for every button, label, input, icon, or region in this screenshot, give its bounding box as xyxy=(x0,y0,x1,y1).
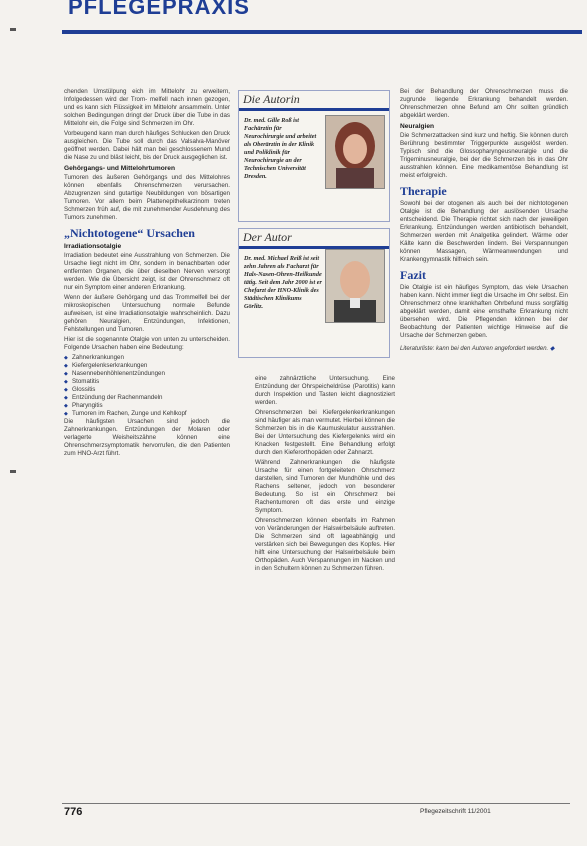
paragraph: Irradiation bedeutet eine Ausstrahlung von Schmerzen. Die Ursache liegt nicht im Ohr, sondern in benachbarten oder entfernten Organen, die über dieselben Nerven versorgt werden. Wie die Übersicht zeigt, ist der Ohrenschmerz oft nur ein Symptom einer anderen Erkrankung. xyxy=(64,252,230,291)
author-bio: Dr. med. Gille Roß ist Fachärztin für Neurochirurgie und arbeitet als Oberärztin in der Klinik und Poliklinik für Neurochirurgie an der Technischen Universität Dresden. xyxy=(244,117,317,180)
list-item: ◆ Kiefergelenkserkrankungen xyxy=(64,362,230,370)
note-text: Literaturliste: kann bei den Autoren angefordert werden. xyxy=(400,346,549,352)
column-right xyxy=(400,88,568,354)
author-bio: Dr. med. Michael Reiß ist seit zehn Jahren als Facharzt für Hals-Nasen-Ohren-Heilkunde tätig. Seit dem Jahr 2000 ist er Chefarzt der HNO-Klinik des Städtischen Klinikums Görlitz. xyxy=(244,255,322,310)
journal-reference: Pflegezeitschrift 11/2001 xyxy=(420,808,491,815)
list-item: ◆ Entzündung der Rachenmandeln xyxy=(64,394,230,402)
list-item: ◆ Tumoren im Rachen, Zunge und Kehlkopf xyxy=(64,410,230,418)
list-item: ◆ Pharyngitis xyxy=(64,402,230,410)
list-item: ◆ Nasennebenhöhlenentzündungen xyxy=(64,370,230,378)
paragraph: Während Zahnerkrankungen die häufigste Ursache für einen fortgeleiteten Ohrschmerz darstellen, sind Tumoren der Mundhöhle und des Rachens seltener, jedoch von besonderer Bedeutung. So ist ein Ohrschmerz bei Rachentumoren oft das erste und einzige Symptom. xyxy=(255,459,395,514)
paragraph: eine zahnärztliche Untersuchung. Eine Entzündung der Ohrspeicheldrüse (Parotitis) kann durch Inspektion und Tasten leicht diagnostiziert werden. xyxy=(255,375,395,406)
cause-list xyxy=(64,354,230,418)
list-item: ◆ Zahnerkrankungen xyxy=(64,354,230,362)
footer-rule xyxy=(62,803,570,804)
column-left xyxy=(64,88,230,460)
paragraph: chenden Umstülpung eich im Mittelohr zu erweitern, Infolgedessen wird der Trom- melfell nach innen gezogen, und es kann sich Flüssigkeit im Mittelohr ansammeln. Unter solchen Bedingungen dringt der Druck über die Tube in das Mittelohr ein, die Folge sind Schmerzen im Ohr. xyxy=(64,88,230,127)
author-box-title: Der Autor xyxy=(239,229,389,249)
literature-note xyxy=(400,346,568,354)
paragraph: Bei der Behandlung der Ohrenschmerzen muss die zugrunde liegende Erkrankung behandelt werden. Ohrenschmerzen ohne Befund am Ohr sollten gründlich abgeklärt werden. xyxy=(400,88,568,119)
margin-mark xyxy=(10,470,16,473)
paragraph: Ohrenschmerzen können ebenfalls im Rahmen von Veränderungen der Halswirbelsäule auftreten. Die Schmerzen sind oft lageabhängig und verstärken sich bei Bewegungen des Kopfes. Hier hilft eine Untersuchung der Halswirbelsäule beim Orthopäden. Auch Verspannungen im Nacken und in den Schultern können zu Schmerzen führen. xyxy=(255,517,395,572)
subheading: Irradiationsotalgie xyxy=(64,243,122,250)
list-item: ◆ Stomatitis xyxy=(64,378,230,386)
paragraph: Ohrenschmerzen bei Kiefergelenkerkrankungen sind häufiger als man vermutet. Hierbei können die Schmerzen bis in die Kaumuskulatur ausstrahlen. Bei der Untersuchung des Kiefergelenks wird ein Knacken festgestellt. Eine Behandlung erfolgt durch den Kieferorthopäden oder Zahnarzt. xyxy=(255,409,395,456)
author-photo-female xyxy=(325,115,385,189)
paragraph: Sowohl bei der otogenen als auch bei der nichtotogenen Otalgie ist die Behandlung der auslösenden Ursache entscheidend. Die Therapie richtet sich nach der jeweiligen Erkrankung. Entzündungen werden antibiotisch behandelt, Schmerzen werden mit Analgetika gelindert. Wärme oder Kälte kann die Beschwerden lindern. Bei Verspannungen können Massagen, Wärmeanwendungen und Krankengymnastik hilfreich sein. xyxy=(400,200,568,263)
paragraph: Tumoren des äußeren Gehörgangs und des Mittelohres können ebenfalls Ohrenschmerzen verursachen. Abzugrenzen sind gutartige Neubildungen von bösartigen Tumoren. Vor allem beim Plattenepithelkarzinom treten Schmerzen früh auf, die mit zunehmender Ausdehnung des Tumors zunehmen. xyxy=(64,174,230,221)
paragraph: Wenn der äußere Gehörgang und das Trommelfell bei der mikroskopischen Untersuchung normale Befunde aufweisen, ist eine Irradiationsotalgie wahrscheinlich. Dazu gehören Neuralgien, Entzündungen, Infektionen, Fehlstellungen und Tumoren. xyxy=(64,294,230,333)
subheading: Gehörgangs- und Mittelohrtumoren xyxy=(64,165,175,172)
section-heading: Therapie xyxy=(400,184,447,198)
author-photo-male xyxy=(325,249,385,323)
paragraph: Die Schmerzattacken sind kurz und heftig. Sie können durch Berührung bestimmter Triggerpunkte ausgelöst werden. Typisch sind die Glossopharyngeusneuralgie und die Trigeminusneuralgie, bei der die Schmerzen bis in das Ohr ausstrahlen können. Eine medikamentöse Behandlung ist meist erfolgreich. xyxy=(400,132,568,179)
author-box-title: Die Autorin xyxy=(239,91,389,111)
paragraph: Vorbeugend kann man durch häufiges Schlucken den Druck ausgleichen. Die Tube soll durch das Valsalva-Manöver geöffnet werden. Dabei hält man bei geschlossenem Mund die Nase zu und bläst leicht, bis der Druck ausgeglichen ist. xyxy=(64,130,230,161)
paragraph: Hier ist die sogenannte Otalgie von unten zu unterscheiden. Folgende Ursachen haben eine Bedeutung: xyxy=(64,336,230,351)
section-title: PFLEGEPRAXIS xyxy=(68,0,250,19)
page-number: 776 xyxy=(64,806,83,818)
author-box-male xyxy=(238,228,390,358)
end-mark-icon: ◆ xyxy=(549,346,555,352)
paragraph: Die Otalgie ist ein häufiges Symptom, das viele Ursachen haben kann. Nicht immer liegt die Ursache im Ohr selbst. Ein Ohrenschmerz ohne krankhaften Ohrbefund muss sorgfältig abgeklärt werden, damit eine ernsthafte Erkrankung nicht übersehen wird. Die Pflegenden können bei der Beobachtung der Patienten wichtige Hinweise auf die Ursache der Schmerzen geben. xyxy=(400,284,568,339)
section-heading: Fazit xyxy=(400,268,426,282)
section-heading: „Nichtotogene“ Ursachen xyxy=(64,226,195,240)
list-item: ◆ Glossitis xyxy=(64,386,230,394)
author-box-female xyxy=(238,90,390,222)
paragraph: Die häufigsten Ursachen sind jedoch die Zahnerkrankungen. Entzündungen der Molaren oder verlagerte Weisheitszähne können eine Ohrenschmerzsymptomatik hervorrufen, die den Patienten zum HNO-Arzt führt. xyxy=(64,418,230,457)
margin-mark xyxy=(10,28,16,31)
column-middle xyxy=(255,375,395,575)
subheading: Neuralgien xyxy=(400,123,435,130)
